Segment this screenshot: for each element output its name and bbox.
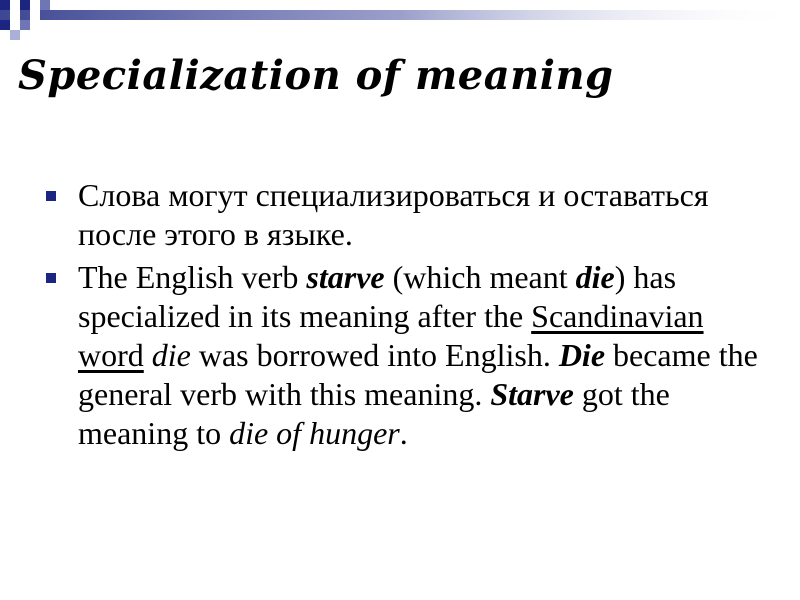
underlined-phrase: Scandinavian word [78, 298, 704, 373]
checkerboard-decoration [0, 0, 800, 40]
text-run: became the general verb with this meaning. [78, 337, 758, 412]
bullet-text: Слова могут специализироваться и оставаться после этого в языке. [78, 177, 709, 252]
emphasis-word: Starve [490, 376, 574, 412]
bullet-item [44, 258, 764, 453]
text-run: was borrowed into English. [190, 337, 559, 373]
text-run: . [399, 415, 408, 451]
emphasis-word: die [575, 259, 615, 295]
square-bullet-icon [46, 273, 56, 283]
bullet-item [44, 176, 764, 254]
emphasis-word: starve [306, 259, 385, 295]
bullet-text [78, 259, 758, 451]
text-run: got the meaning to [78, 376, 670, 451]
square-bullet-icon [46, 191, 56, 201]
text-run: The English verb [78, 259, 307, 295]
text-run [144, 337, 152, 373]
text-run: ) has specialized in its meaning after the [78, 259, 677, 334]
italic-word: die [151, 337, 191, 373]
bullet-list [44, 176, 764, 457]
slide-title: Specialization of meaning [18, 52, 614, 99]
italic-phrase: die of hunger [229, 415, 400, 451]
text-run: (which meant [384, 259, 576, 295]
emphasis-word: Die [558, 337, 606, 373]
